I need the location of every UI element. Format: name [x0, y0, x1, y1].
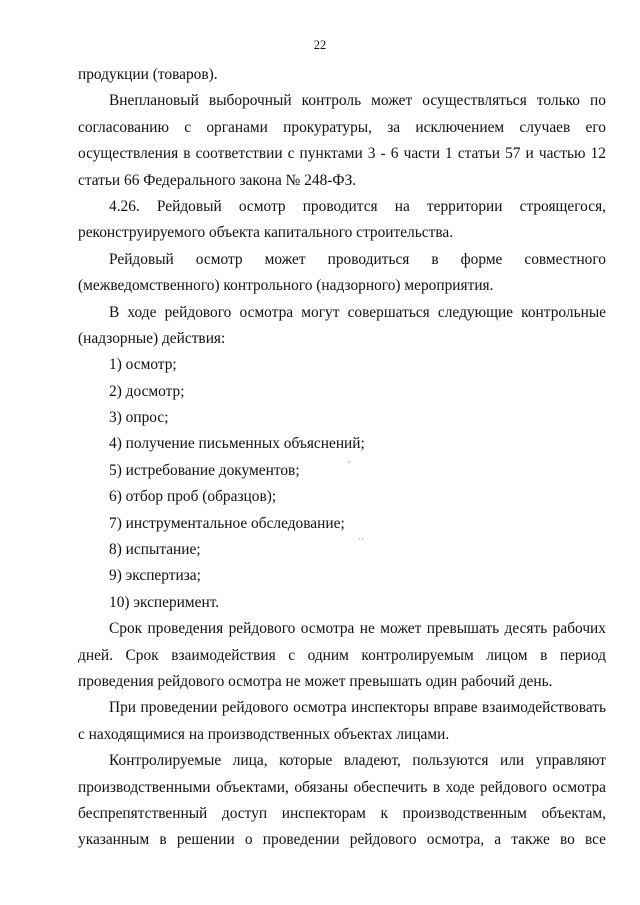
list-item: 7) инструментальное обследование;: [109, 514, 345, 532]
list-item: 10) эксперимент.: [109, 593, 220, 611]
paragraph-first-line: Рейдовый осмотр может проводиться в форме совместного: [109, 250, 606, 268]
list-item: 8) испытание;: [109, 541, 201, 559]
text-line: с находящимися на производственных объектах лицами.: [78, 725, 450, 743]
text-line: согласованию с органами прокуратуры, за исключением случаев его: [78, 118, 606, 136]
scan-speck: ᵛ: [348, 458, 351, 468]
list-item: 9) экспертиза;: [109, 567, 201, 585]
text-line: осуществления в соответствии с пунктами 3 - 6 части 1 статьи 57 и частью 12: [78, 145, 606, 163]
paragraph-first-line: В ходе рейдового осмотра могут совершаться следующие контрольные: [109, 303, 606, 321]
paragraph-first-line: Внеплановый выборочный контроль может осуществляться только по: [109, 92, 606, 110]
text-line: продукции (товаров).: [78, 66, 218, 83]
list-item: 1) осмотр;: [109, 356, 177, 374]
list-item: 4) получение письменных объяснений;: [109, 435, 365, 453]
text-line: производственными объектами, обязаны обеспечить в ходе рейдового осмотра: [78, 778, 606, 796]
scan-speck: ··: [358, 534, 364, 544]
paragraph-first-line: 4.26. Рейдовый осмотр проводится на территории строящегося,: [109, 197, 606, 215]
paragraph-first-line: Контролируемые лица, которые владеют, пользуются или управляют: [109, 752, 606, 770]
text-line: (межведомственного) контрольного (надзорного) мероприятия.: [78, 277, 494, 295]
list-item: 6) отбор проб (образцов);: [109, 488, 277, 506]
text-line: беспрепятственный доступ инспекторам к производственным объектам,: [78, 804, 606, 822]
body-text: [78, 62, 606, 854]
text-line: дней. Срок взаимодействия с одним контролируемым лицом в период: [78, 646, 606, 664]
text-line: статьи 66 Федерального закона № 248-ФЗ.: [78, 171, 357, 189]
text-line: реконструируемого объекта капитального строительства.: [78, 224, 454, 242]
text-line: (надзорные) действия:: [78, 329, 226, 347]
list-item: 2) досмотр;: [109, 382, 185, 400]
text-line: проведения рейдового осмотра не может превышать один рабочий день.: [78, 672, 553, 690]
list-item: 5) истребование документов;: [109, 461, 300, 479]
paragraph-first-line: Срок проведения рейдового осмотра не может превышать десять рабочих: [109, 620, 606, 638]
page-number: 22: [313, 38, 327, 52]
text-line: указанным в решении о проведении рейдового осмотра, а также во все: [78, 831, 606, 849]
list-item: 3) опрос;: [109, 409, 169, 427]
paragraph-first-line: При проведении рейдового осмотра инспекторы вправе взаимодействовать: [109, 699, 606, 717]
